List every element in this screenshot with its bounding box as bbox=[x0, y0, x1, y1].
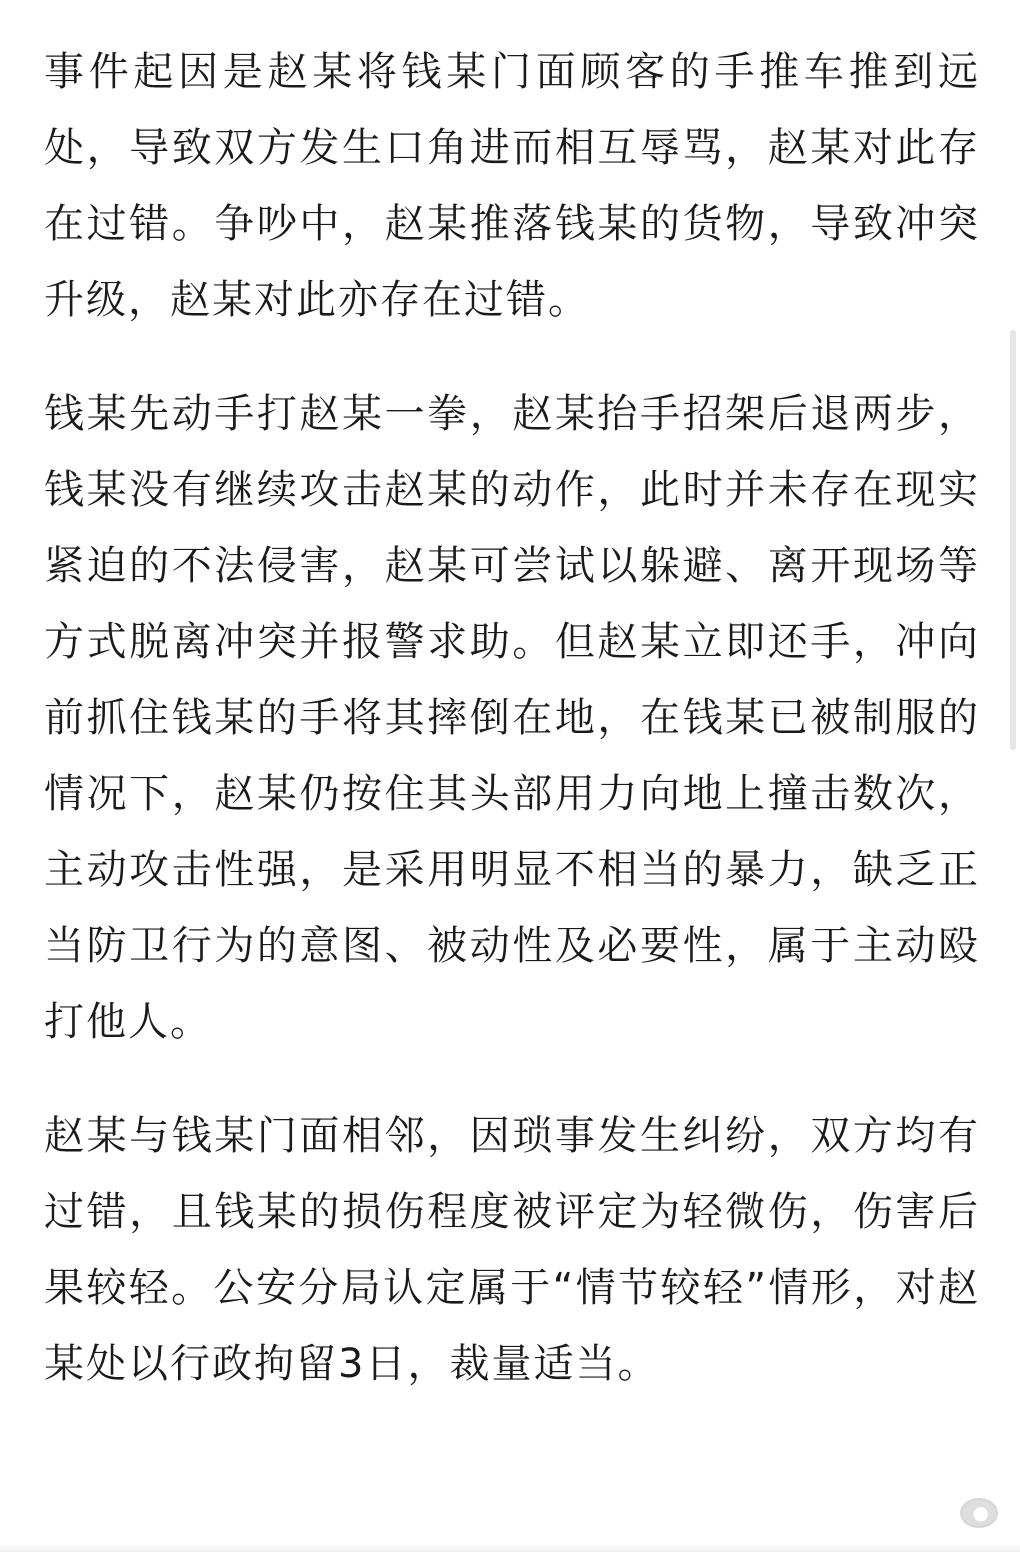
paragraph-cause: 事件起因是赵某将钱某门面顾客的手推车推到远处，导致双方发生口角进而相互辱骂，赵某对此存在过错。争吵中，赵某推落钱某的货物，导致冲突升级，赵某对此亦存在过错。 bbox=[44, 49, 980, 323]
article-body bbox=[44, 34, 980, 1440]
paragraph-ruling: 赵某与钱某门面相邻，因琐事发生纠纷，双方均有过错，且钱某的损伤程度被评定为轻微伤，伤害后果较轻。公安分局认定属于“情节较轻”情形，对赵某处以行政拘留3日，裁量适当。 bbox=[44, 1113, 980, 1387]
paragraph-fight: 钱某先动手打赵某一拳，赵某抬手招架后退两步，钱某没有继续攻击赵某的动作，此时并未存在现实紧迫的不法侵害，赵某可尝试以躲避、离开现场等方式脱离冲突并报警求助。但赵某立即还手，冲向前抓住钱某的手将其摔倒在地，在钱某已被制服的情况下，赵某仍按住其头部用力向地上撞击数次，主动攻击性强，是采用明显不相当的暴力，缺乏正当防卫行为的意图、被动性及必要性，属于主动殴打他人。 bbox=[44, 391, 980, 1045]
watermark-logo-icon bbox=[960, 1498, 998, 1528]
scrollbar[interactable] bbox=[1010, 330, 1016, 750]
bottom-edge bbox=[0, 1544, 1020, 1552]
watermark bbox=[960, 1498, 998, 1528]
